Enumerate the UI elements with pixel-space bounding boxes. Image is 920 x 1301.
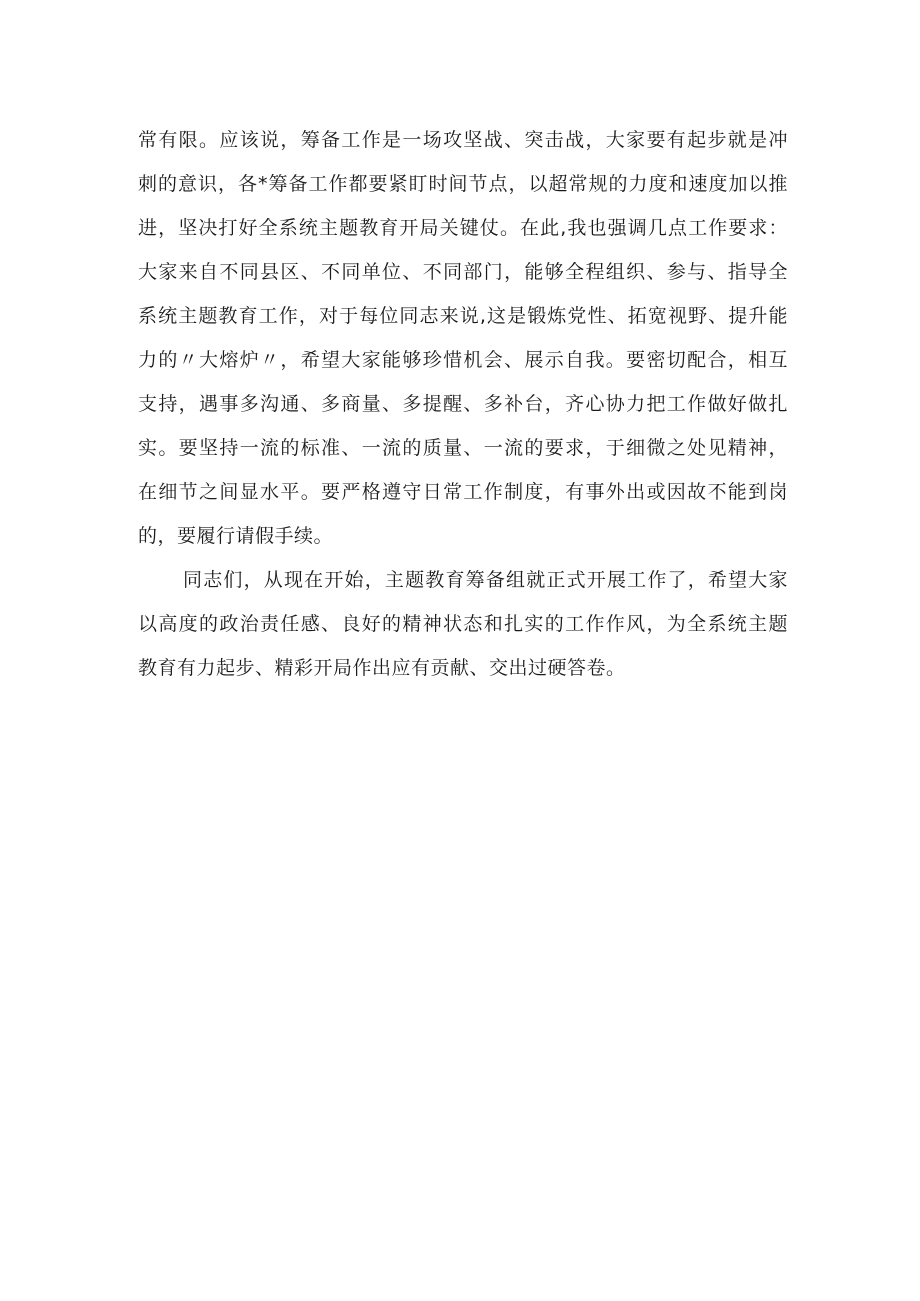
paragraph-1-line-1: 常有限。应该说，筹备工作是一场攻坚战、突击战，大家要有起步就是冲: [138, 129, 788, 151]
paragraph-1-line-2: 刺的意识，各*筹备工作都要紧盯时间节点，以超常规的力度和速度加以推: [138, 173, 788, 195]
paragraph-1-line-3: 进，坚决打好全系统主题教育开局关键仗。在此,我也强调几点工作要求：: [138, 217, 788, 239]
paragraph-1-line-4: 大家来自不同县区、不同单位、不同部门，能够全程组织、参与、指导全: [138, 261, 788, 283]
paragraph-1-line-9: 在细节之间显水平。要严格遵守日常工作制度，有事外出或因故不能到岗: [138, 481, 788, 503]
paragraph-1-line-8: 实。要坚持一流的标准、一流的质量、一流的要求，于细微之处见精神，: [138, 437, 788, 459]
paragraph-1-line-6: 力的〃大熔炉〃，希望大家能够珍惜机会、展示自我。要密切配合，相互: [138, 349, 788, 371]
paragraph-2-line-3: 教育有力起步、精彩开局作出应有贡献、交出过硬答卷。: [138, 657, 626, 679]
paragraph-1-line-5: 系统主题教育工作，对于每位同志来说,这是锻炼党性、拓宽视野、提升能: [138, 305, 788, 327]
paragraph-1-line-7: 支持，遇事多沟通、多商量、多提醒、多补台，齐心协力把工作做好做扎: [138, 393, 788, 415]
paragraph-2-line-2: 以高度的政治责任感、良好的精神状态和扎实的工作作风，为全系统主题: [138, 613, 788, 635]
paragraph-1-line-10: 的，要履行请假手续。: [138, 525, 334, 547]
paragraph-2-line-1: 同志们，从现在开始，主题教育筹备组就正式开展工作了，希望大家: [183, 569, 788, 591]
